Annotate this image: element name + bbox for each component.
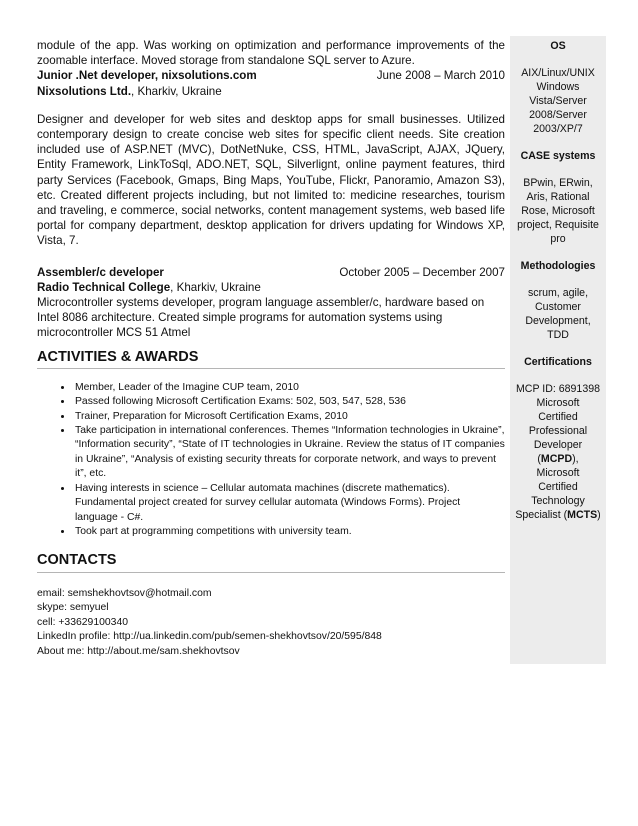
case-list [510, 176, 606, 246]
job2-title: Assembler/c developer [37, 265, 164, 279]
job2-description: Microcontroller systems developer, program language assembler/c, hardware based on Intel 8086 architecture. Created simple programs for automation systems using microcontroller MCS 51 Atmel [37, 296, 485, 340]
job1-title: Junior .Net developer, nixsolutions.com [37, 69, 257, 83]
methodology-line: scrum, agile, [527, 287, 589, 299]
os-line: AIX/Linux/UNIX [521, 67, 595, 79]
contact-linkedin: LinkedIn profile: http://ua.linkedin.com/pub/semen-shekhovtsov/20/595/848 [37, 631, 382, 643]
cert-line: Technology [531, 495, 585, 507]
list-item: • Trainer, Preparation for Microsoft Certification Exams, 2010 [73, 410, 505, 424]
resume-main-column [37, 38, 505, 660]
job1-header [37, 68, 505, 83]
job1-company-line [37, 84, 505, 99]
list-item: • Having interests in science – Cellular automata machines (discrete mathematics). Fundamental project created for survey cellular automata (Windows Forms). Project language - C#. [73, 482, 505, 525]
job1-dates: June 2008 – March 2010 [376, 69, 505, 83]
certifications-list [510, 382, 606, 522]
list-item: • Member, Leader of the Imagine CUP team, 2010 [73, 381, 505, 395]
cert-line: MCP ID: 6891398 [515, 383, 600, 395]
job2-company-line [37, 280, 505, 295]
skills-sidebar [510, 36, 606, 664]
contacts-heading: CONTACTS [37, 553, 505, 572]
job2-company: Radio Technical College [37, 280, 171, 294]
os-line: Vista/Server [529, 95, 587, 107]
activities-heading: ACTIVITIES & AWARDS [37, 350, 505, 369]
paren-close: ), [572, 453, 579, 465]
cert-line: Microsoft [536, 467, 580, 479]
job2-location: , Kharkiv, Ukraine [170, 280, 261, 294]
os-heading: OS [550, 40, 566, 52]
cert-line: Developer [533, 439, 583, 451]
case-line: BPwin, ERwin, [523, 177, 593, 189]
intro-paragraph: module of the app. Was working on optimization and performance improvements of the zoomable interface. Moved storage from standalone SQL server to Azure. [37, 39, 505, 68]
cert-line: Certified [538, 411, 578, 423]
job2-header [37, 265, 505, 280]
methodologies-list [510, 286, 606, 342]
job1-company: Nixsolutions Ltd. [37, 84, 132, 98]
certifications-heading: Certifications [524, 356, 592, 368]
os-line: Windows [536, 81, 580, 93]
case-line: Aris, Rational [526, 191, 590, 203]
activities-list [37, 381, 505, 539]
case-line: Rose, Microsoft [521, 205, 595, 217]
cert-line: Microsoft [536, 397, 580, 409]
os-list [510, 66, 606, 136]
methodology-line: Development, [525, 315, 591, 327]
job1-description: Designer and developer for web sites and desktop apps for small businesses. Utilized contemporary design to create concise web sites for specific client needs. Site creation included use of ASP.NET (MVC), DotNetNuke, CSS, HTML, JavaScript, AJAX, JQuery, Entity Framework, LinkToSql, ADO.NET, SQL, Silverlignt, online payment features, third party Services (Facebook, Gmaps, Bing Maps, YouTube, Flickr, Panoramio, Amazon S3), etc. Created different projects including, but not limited to: medicine researches, tourism and traveling, e commerce, social networks, content management systems, web based life portal for company department, desktop application for drivers updating for Windows XP, Vista, 7. [37, 112, 505, 248]
methodologies-heading: Methodologies [520, 260, 596, 272]
cert-line: Professional [528, 425, 588, 437]
cert-mcts-line [510, 508, 606, 522]
case-line: project, Requisite [517, 219, 599, 231]
cert-mcpd: MCPD [540, 453, 573, 465]
paren-open: ( [537, 453, 541, 465]
cert-line: Certified [538, 481, 578, 493]
cert-mcpd-line [510, 452, 606, 466]
contact-skype: skype: semyuel [37, 602, 109, 614]
paren-close: ) [597, 509, 601, 521]
cert-mcts-prefix: Specialist ( [515, 509, 568, 521]
contact-cell: cell: +33629100340 [37, 616, 128, 628]
cert-mcts: MCTS [567, 509, 598, 521]
case-line: pro [550, 233, 566, 245]
case-heading: CASE systems [520, 150, 596, 162]
os-line: 2008/Server [529, 109, 587, 121]
job1-location: , Kharkiv, Ukraine [131, 84, 222, 98]
contacts-block [37, 587, 505, 660]
list-item: • Took part at programming competitions with university team. [73, 525, 505, 539]
list-item: • Passed following Microsoft Certification Exams: 502, 503, 547, 528, 536 [73, 395, 505, 409]
contact-email: email: semshekhovtsov@hotmail.com [37, 587, 212, 599]
job2-dates: October 2005 – December 2007 [339, 265, 505, 279]
contact-about: About me: http://about.me/sam.shekhovtsov [37, 645, 240, 657]
list-item: • Take participation in international conferences. Themes “Information technologies in Ukraine”, “Information security”, “State of IT technologies in Ukraine. Review the status of IT companies in Ukraine”, “Analysis of existing security threats for corporate network, and ways to prevent it”, etc. [73, 424, 505, 482]
methodology-line: TDD [547, 329, 569, 341]
os-line: 2003/XP/7 [533, 123, 583, 135]
methodology-line: Customer [535, 301, 581, 313]
